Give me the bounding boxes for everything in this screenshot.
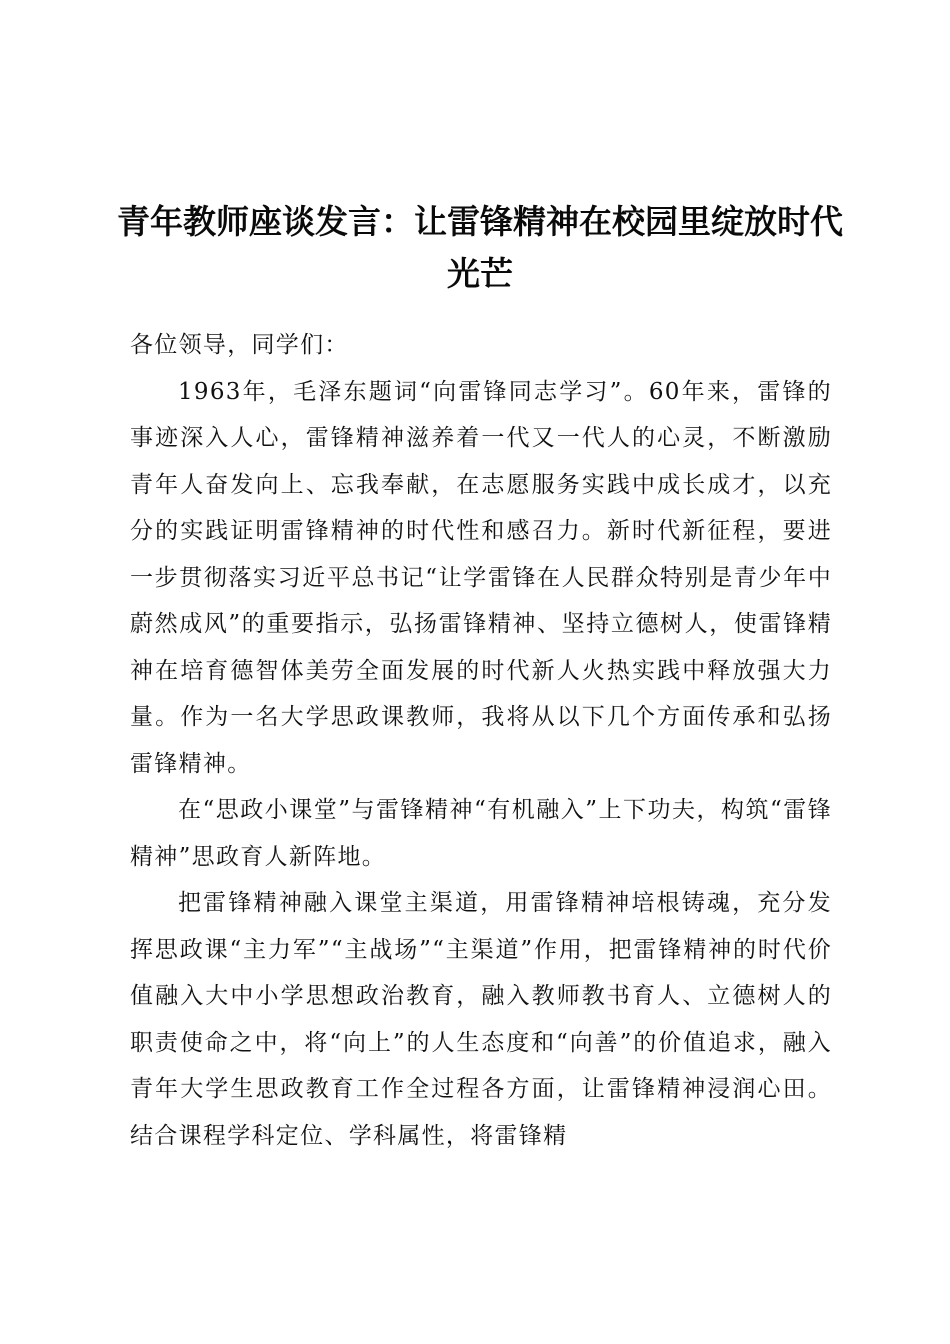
document-body [130,322,832,1159]
document-title: 青年教师座谈发言：让雷锋精神在校园里绽放时代光芒 [117,202,843,293]
paragraph-2: 在“思政小课堂”与雷锋精神“有机融入”上下功夫，构筑“雷锋精神”思政育人新阵地。 [130,797,832,870]
paragraph-3: 把雷锋精神融入课堂主渠道，用雷锋精神培根铸魂，充分发挥思政课“主力军”“主战场”“主渠道”作用，把雷锋精神的时代价值融入大中小学思想政治教育，融入教师教书育人、立德树人的职责使命之中，将“向上”的人生态度和“向善”的价值追求，融入青年大学生思政教育工作全过程各方面，让雷锋精神浸润心田。结合课程学科定位、学科属性，将雷锋精 [130,890,832,1149]
salutation: 各位领导，同学们： [130,332,349,358]
paragraph-1: 1963年，毛泽东题词“向雷锋同志学习”。60年来，雷锋的事迹深入人心，雷锋精神滋养着一代又一代人的心灵，不断激励青年人奋发向上、忘我奉献，在志愿服务实践中成长成才，以充分的实践证明雷锋精神的时代性和感召力。新时代新征程，要进一步贯彻落实习近平总书记“让学雷锋在人民群众特别是青少年中蔚然成风”的重要指示，弘扬雷锋精神、坚持立德树人，使雷锋精神在培育德智体美劳全面发展的时代新人火热实践中释放强大力量。作为一名大学思政课教师，我将从以下几个方面传承和弘扬雷锋精神。 [130,378,832,777]
